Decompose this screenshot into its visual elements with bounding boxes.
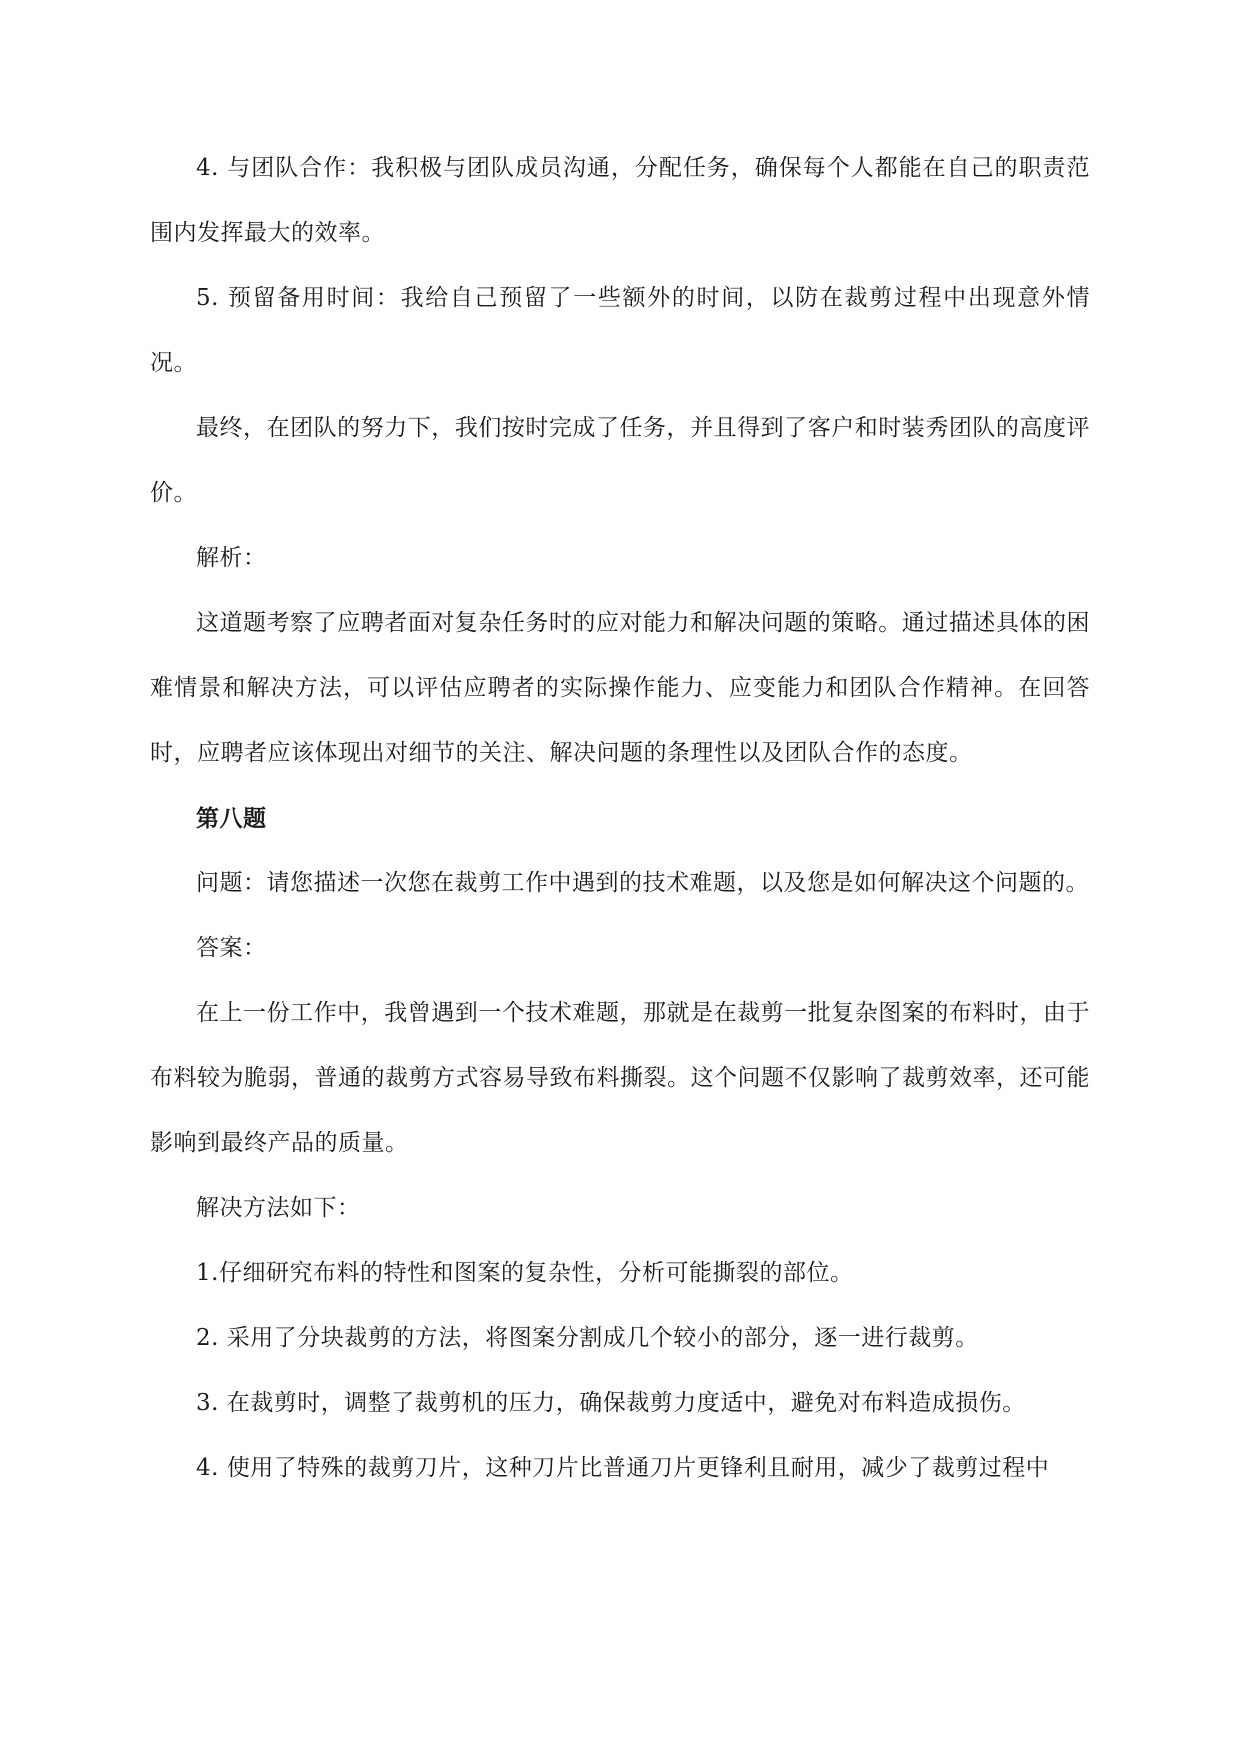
- list-item-solution-1: 1.仔细研究布料的特性和图案的复杂性，分析可能撕裂的部位。: [196, 1260, 854, 1286]
- paragraph-outcome: 最终，在团队的努力下，我们按时完成了任务，并且得到了客户和时装秀团队的高度评价。: [150, 415, 1090, 506]
- list-item-solution-3: 3. 在裁剪时，调整了裁剪机的压力，确保裁剪力度适中，避免对布料造成损伤。: [196, 1390, 1026, 1416]
- analysis-label: 解析：: [196, 545, 267, 571]
- paragraph-team-cooperation: 4. 与团队合作：我积极与团队成员沟通，分配任务，确保每个人都能在自己的职责范围内发挥最大的效率。: [150, 155, 1090, 246]
- document-body: [150, 136, 1090, 1501]
- section-heading-question-8: 第八题: [196, 805, 267, 832]
- solution-label: 解决方法如下：: [196, 1195, 361, 1221]
- list-item-solution-4: 4. 使用了特殊的裁剪刀片，这种刀片比普通刀片更锋利且耐用，减少了裁剪过程中: [196, 1455, 1050, 1481]
- list-item-solution-2: 2. 采用了分块裁剪的方法，将图案分割成几个较小的部分，逐一进行裁剪。: [196, 1325, 979, 1351]
- paragraph-analysis: 这道题考察了应聘者面对复杂任务时的应对能力和解决问题的策略。通过描述具体的困难情景和解决方法，可以评估应聘者的实际操作能力、应变能力和团队合作精神。在回答时，应聘者应该体现出对细节的关注、解决问题的条理性以及团队合作的态度。: [150, 610, 1090, 766]
- answer-label: 答案：: [196, 935, 267, 961]
- paragraph-question: 问题：请您描述一次您在裁剪工作中遇到的技术难题，以及您是如何解决这个问题的。: [196, 870, 1089, 896]
- paragraph-answer: 在上一份工作中，我曾遇到一个技术难题，那就是在裁剪一批复杂图案的布料时，由于布料较为脆弱，普通的裁剪方式容易导致布料撕裂。这个问题不仅影响了裁剪效率，还可能影响到最终产品的质量。: [150, 1000, 1090, 1156]
- paragraph-reserve-time: 5. 预留备用时间：我给自己预留了一些额外的时间，以防在裁剪过程中出现意外情况。: [150, 285, 1090, 376]
